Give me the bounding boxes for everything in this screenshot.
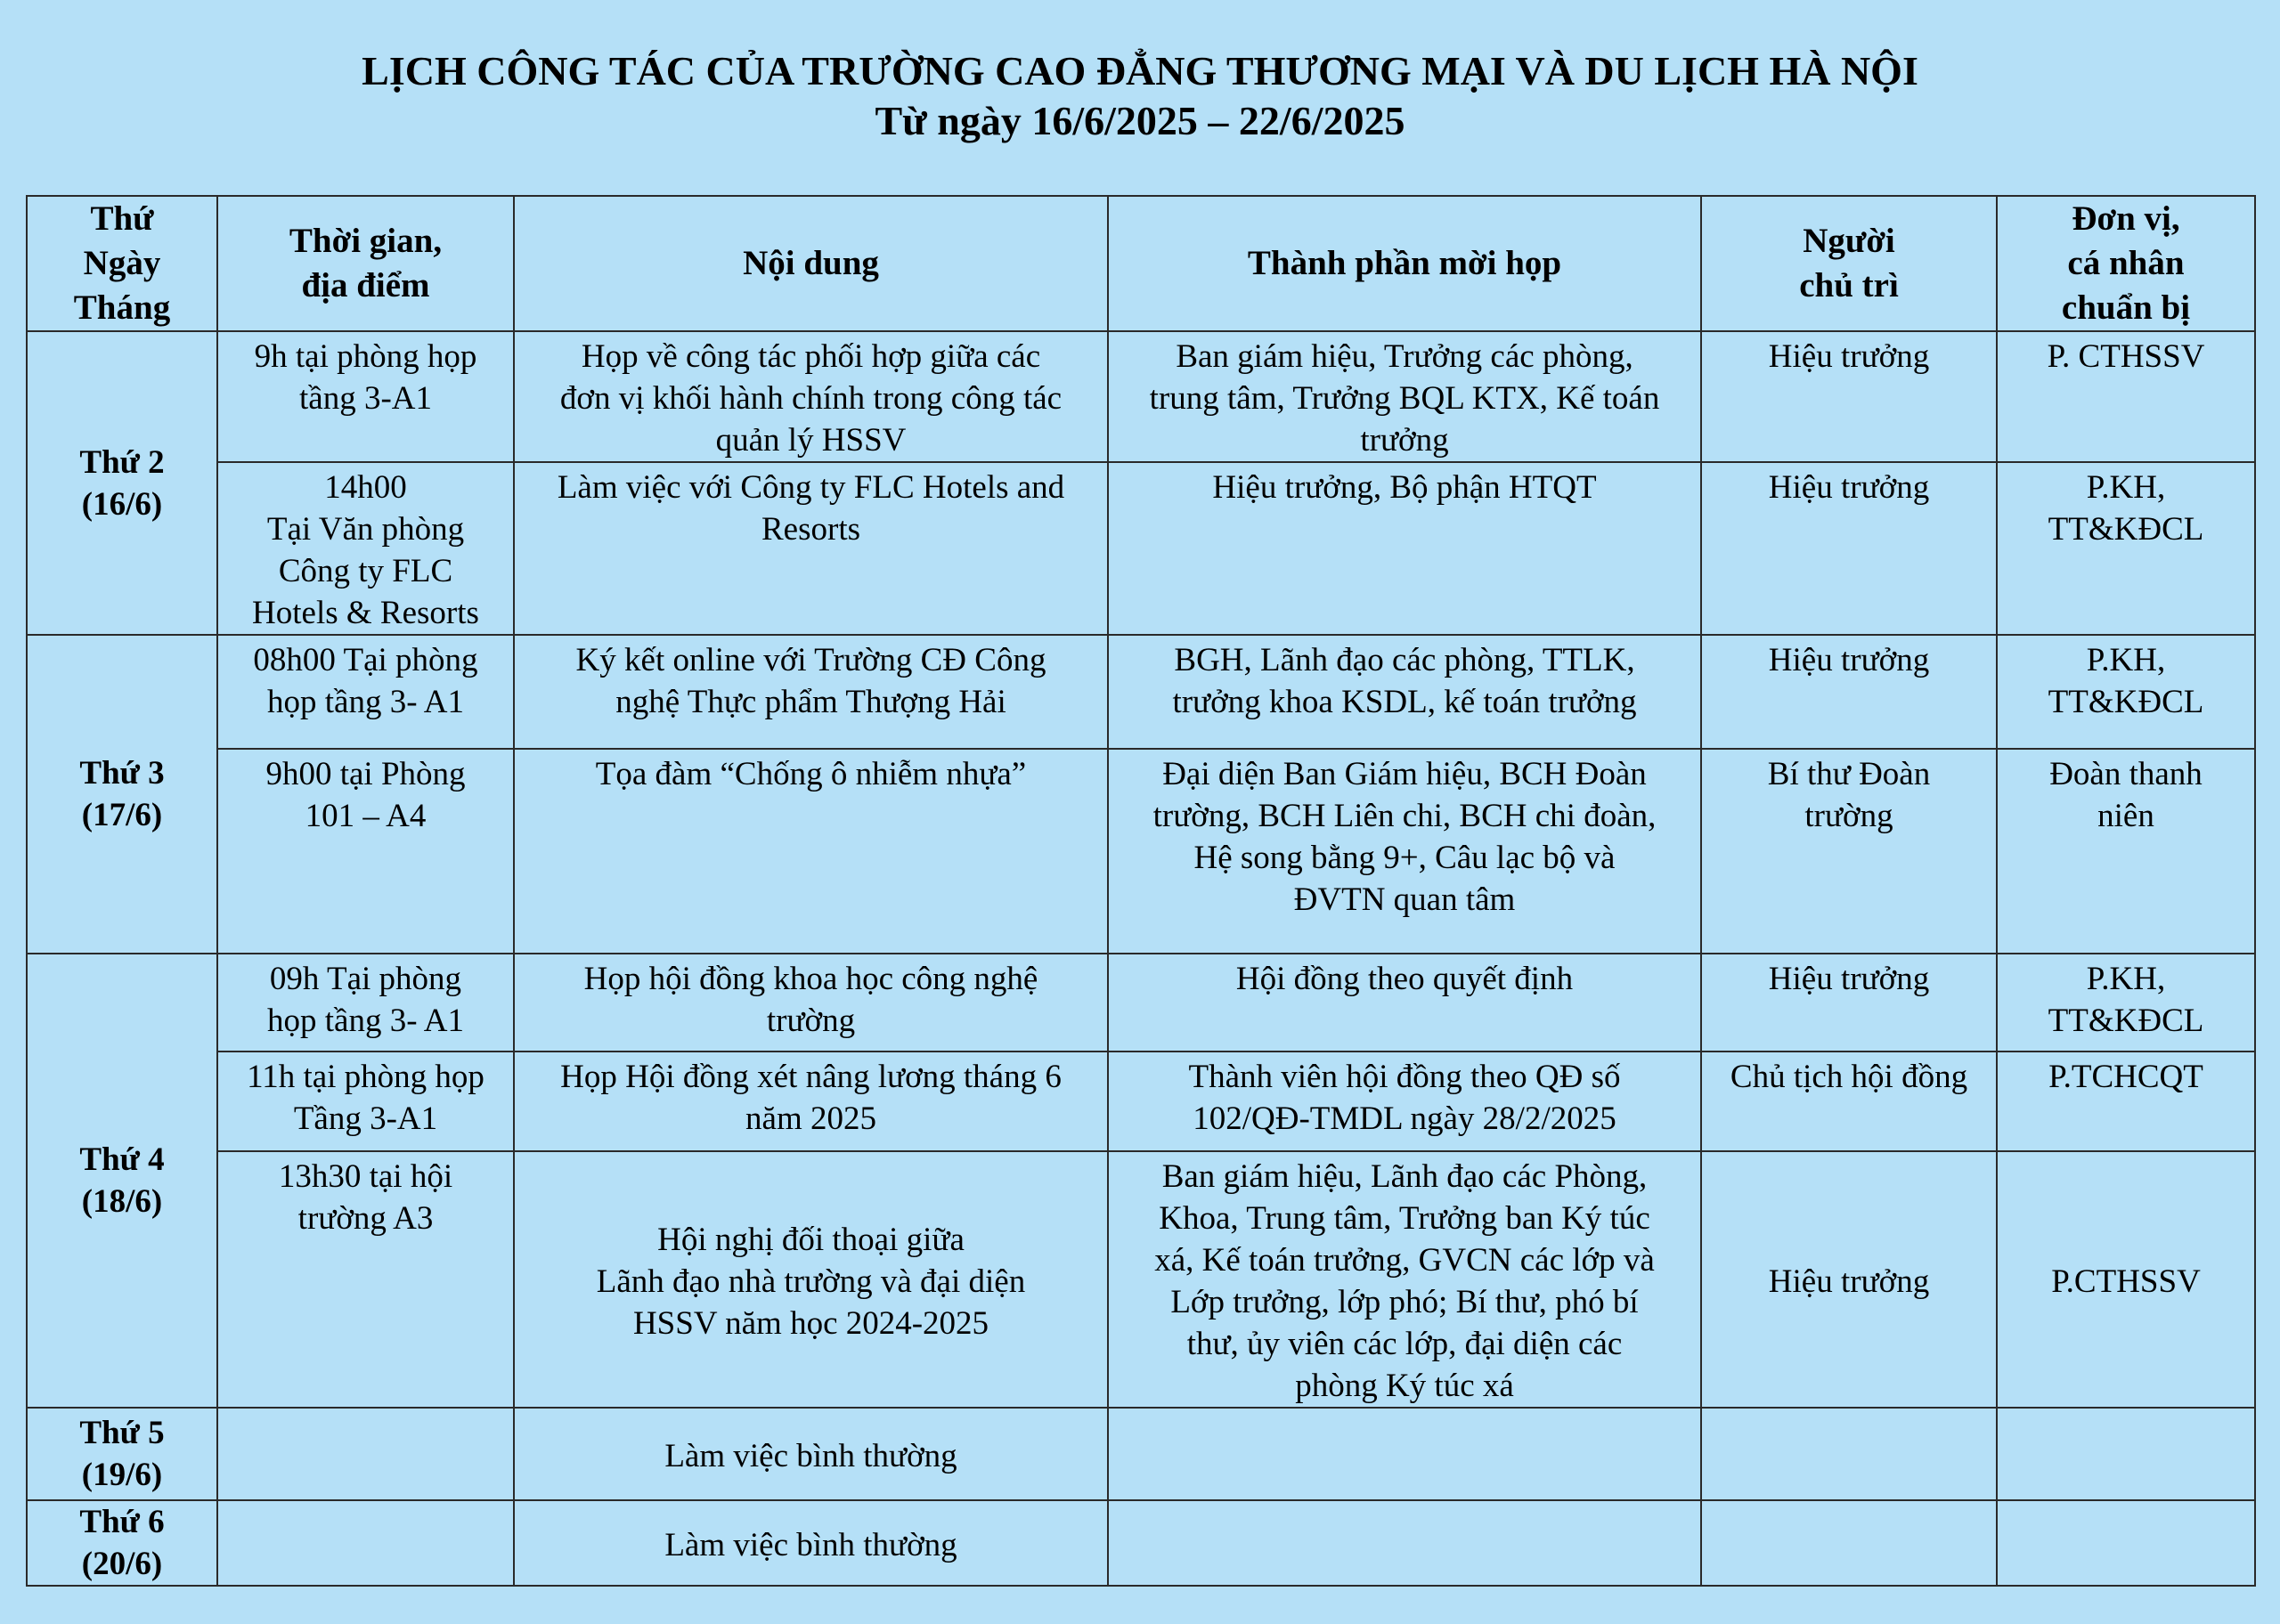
time-cell: 9h00 tại Phòng 101 – A4: [217, 749, 514, 954]
table-row: [27, 749, 2255, 954]
chair-cell: Chủ tịch hội đồng: [1701, 1052, 1997, 1151]
content-cell: Ký kết online với Trường CĐ Công nghệ Thực phẩm Thượng Hải: [514, 635, 1108, 749]
day-cell: Thứ 5 (19/6): [27, 1408, 217, 1500]
prepare-cell: P.KH, TT&KĐCL: [1997, 462, 2255, 635]
header-prepare: Đơn vị, cá nhân chuẩn bị: [1997, 196, 2255, 331]
participants-cell: Ban giám hiệu, Trưởng các phòng, trung tâm, Trưởng BQL KTX, Kế toán trưởng: [1108, 331, 1701, 462]
chair-cell: Hiệu trưởng: [1701, 954, 1997, 1052]
content-cell: Hội nghị đối thoại giữa Lãnh đạo nhà trường và đại diện HSSV năm học 2024-2025: [514, 1151, 1108, 1408]
chair-cell: Hiệu trưởng: [1701, 462, 1997, 635]
header-content: Nội dung: [514, 196, 1108, 331]
prepare-cell: P.CTHSSV: [1997, 1151, 2255, 1408]
time-cell: [217, 1408, 514, 1500]
content-cell: Làm việc bình thường: [514, 1408, 1108, 1500]
time-cell: 13h30 tại hội trường A3: [217, 1151, 514, 1408]
participants-cell: [1108, 1408, 1701, 1500]
prepare-cell: P. CTHSSV: [1997, 331, 2255, 462]
day-cell: Thứ 4 (18/6): [27, 954, 217, 1408]
participants-cell: Ban giám hiệu, Lãnh đạo các Phòng, Khoa, Trung tâm, Trưởng ban Ký túc xá, Kế toán trưởng, GVCN các lớp và Lớp trưởng, lớp phó; Bí thư, phó bí thư, ủy viên các lớp, đại diện các phòng Ký túc xá: [1108, 1151, 1701, 1408]
chair-cell: Bí thư Đoàn trường: [1701, 749, 1997, 954]
chair-cell: Hiệu trưởng: [1701, 331, 1997, 462]
time-cell: [217, 1500, 514, 1586]
content-cell: Họp về công tác phối hợp giữa các đơn vị khối hành chính trong công tác quản lý HSSV: [514, 331, 1108, 462]
participants-cell: Thành viên hội đồng theo QĐ số 102/QĐ-TMDL ngày 28/2/2025: [1108, 1052, 1701, 1151]
schedule-table: [26, 195, 2256, 1587]
participants-cell: BGH, Lãnh đạo các phòng, TTLK, trưởng khoa KSDL, kế toán trưởng: [1108, 635, 1701, 749]
day-cell: Thứ 3 (17/6): [27, 635, 217, 954]
time-cell: 11h tại phòng họp Tầng 3-A1: [217, 1052, 514, 1151]
title-line-2: Từ ngày 16/6/2025 – 22/6/2025: [875, 98, 1405, 143]
prepare-cell: [1997, 1500, 2255, 1586]
header-day: Thứ Ngày Tháng: [27, 196, 217, 331]
table-row: [27, 1408, 2255, 1500]
chair-cell: Hiệu trưởng: [1701, 635, 1997, 749]
day-cell: Thứ 2 (16/6): [27, 331, 217, 635]
chair-cell: [1701, 1500, 1997, 1586]
prepare-cell: P.KH, TT&KĐCL: [1997, 635, 2255, 749]
prepare-cell: [1997, 1408, 2255, 1500]
participants-cell: Đại diện Ban Giám hiệu, BCH Đoàn trường, BCH Liên chi, BCH chi đoàn, Hệ song bằng 9+, Câu lạc bộ và ĐVTN quan tâm: [1108, 749, 1701, 954]
table-row: [27, 462, 2255, 635]
table-row: [27, 331, 2255, 462]
time-cell: 09h Tại phòng họp tầng 3- A1: [217, 954, 514, 1052]
prepare-cell: P.KH, TT&KĐCL: [1997, 954, 2255, 1052]
chair-cell: Hiệu trưởng: [1701, 1151, 1997, 1408]
table-row: [27, 954, 2255, 1052]
content-cell: Làm việc với Công ty FLC Hotels and Resorts: [514, 462, 1108, 635]
table-row: [27, 1151, 2255, 1408]
table-row: [27, 635, 2255, 749]
document-title: [0, 46, 2280, 146]
content-cell: Họp hội đồng khoa học công nghệ trường: [514, 954, 1108, 1052]
table-row: [27, 1500, 2255, 1586]
day-cell: Thứ 6 (20/6): [27, 1500, 217, 1586]
schedule-body: [27, 331, 2255, 1586]
header-row: [27, 196, 2255, 331]
prepare-cell: P.TCHCQT: [1997, 1052, 2255, 1151]
content-cell: Họp Hội đồng xét nâng lương tháng 6 năm 2025: [514, 1052, 1108, 1151]
header-time: Thời gian, địa điểm: [217, 196, 514, 331]
time-cell: 08h00 Tại phòng họp tầng 3- A1: [217, 635, 514, 749]
header-chair: Người chủ trì: [1701, 196, 1997, 331]
time-cell: 14h00 Tại Văn phòng Công ty FLC Hotels & Resorts: [217, 462, 514, 635]
prepare-cell: Đoàn thanh niên: [1997, 749, 2255, 954]
title-line-1: LỊCH CÔNG TÁC CỦA TRƯỜNG CAO ĐẲNG THƯƠNG MẠI VÀ DU LỊCH HÀ NỘI: [362, 48, 1918, 93]
time-cell: 9h tại phòng họp tầng 3-A1: [217, 331, 514, 462]
participants-cell: Hiệu trưởng, Bộ phận HTQT: [1108, 462, 1701, 635]
table-row: [27, 1052, 2255, 1151]
chair-cell: [1701, 1408, 1997, 1500]
participants-cell: Hội đồng theo quyết định: [1108, 954, 1701, 1052]
content-cell: Làm việc bình thường: [514, 1500, 1108, 1586]
participants-cell: [1108, 1500, 1701, 1586]
content-cell: Tọa đàm “Chống ô nhiễm nhựa”: [514, 749, 1108, 954]
header-participants: Thành phần mời họp: [1108, 196, 1701, 331]
